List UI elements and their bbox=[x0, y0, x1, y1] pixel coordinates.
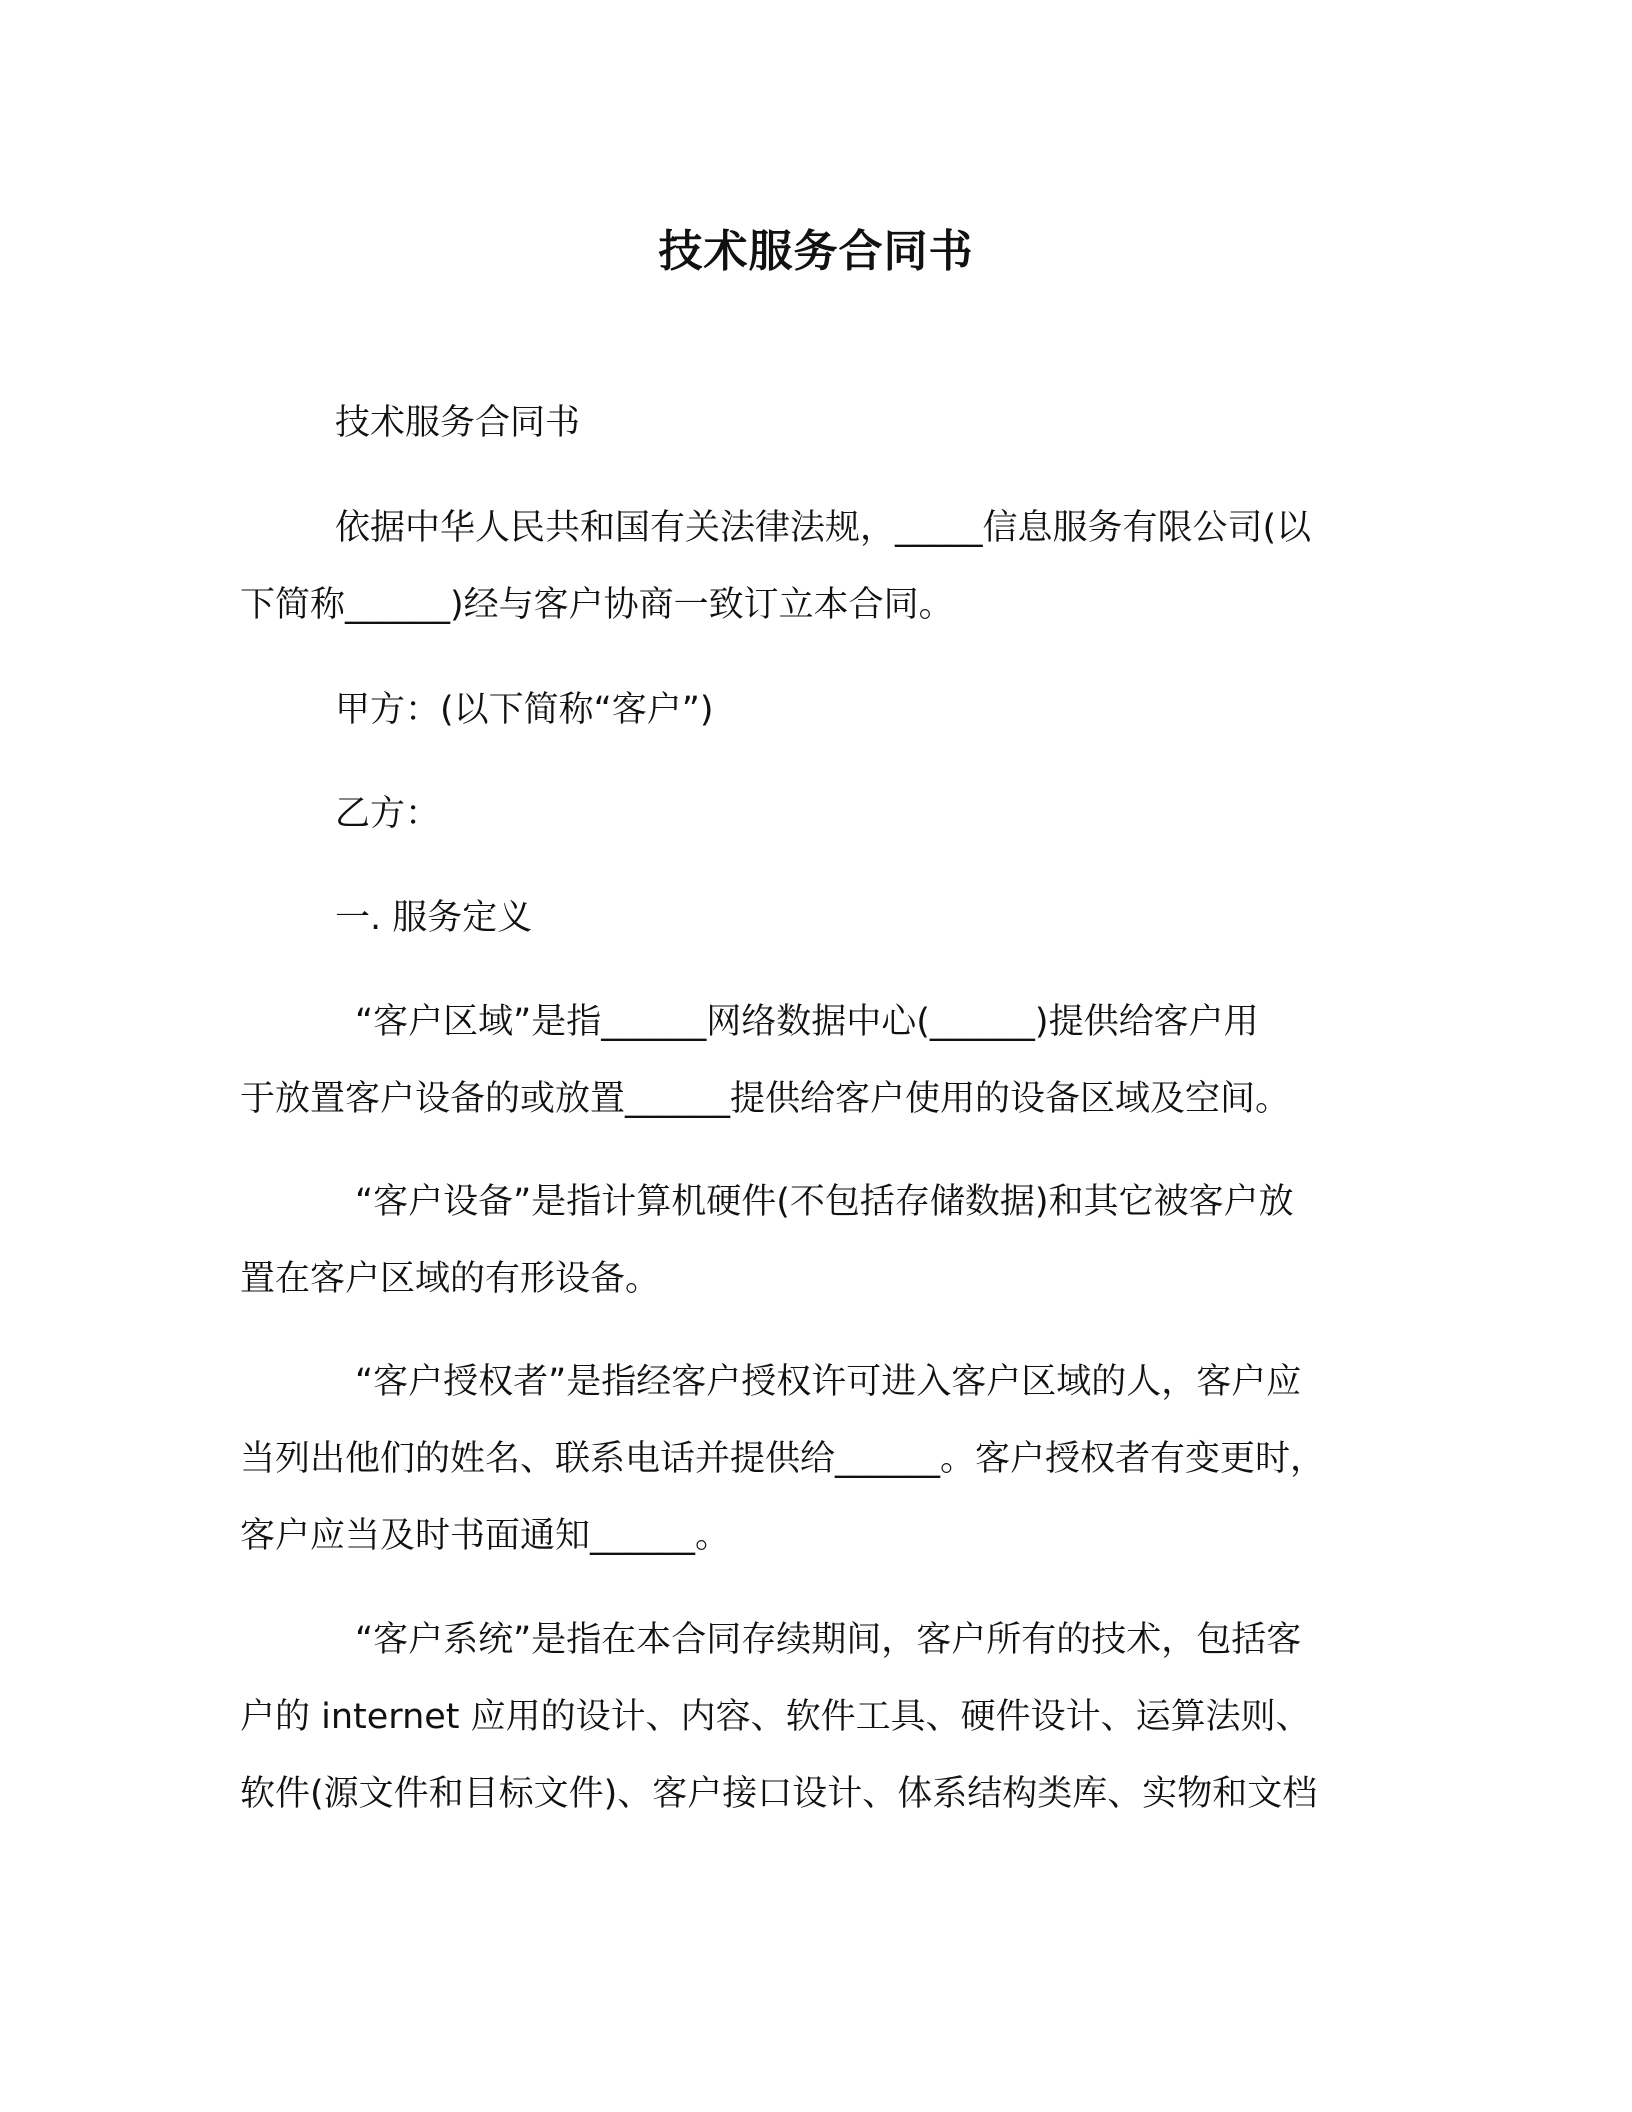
paragraph-line: “客户授权者”是指经客户授权许可进入客户区域的人，客户应 bbox=[355, 1362, 1302, 1402]
document-title: 技术服务合同书 bbox=[658, 226, 974, 277]
paragraph-line: 依据中华人民共和国有关法律法规，_____信息服务有限公司(以 bbox=[335, 508, 1312, 548]
paragraph-line: 客户应当及时书面通知______。 bbox=[240, 1516, 731, 1556]
paragraph-line: 户的 internet 应用的设计、内容、软件工具、硬件设计、运算法则、 bbox=[240, 1697, 1311, 1737]
paragraph-line: “客户区域”是指______网络数据中心(______)提供给客户用 bbox=[355, 1002, 1259, 1042]
paragraph-line: 置在客户区域的有形设备。 bbox=[240, 1259, 661, 1299]
paragraph-line: 下简称______)经与客户协商一致订立本合同。 bbox=[240, 585, 954, 625]
party-b-line: 乙方： bbox=[335, 794, 441, 834]
paragraph-line: “客户系统”是指在本合同存续期间，客户所有的技术，包括客 bbox=[355, 1620, 1302, 1660]
paragraph-line: “客户设备”是指计算机硬件(不包括存储数据)和其它被客户放 bbox=[355, 1182, 1294, 1222]
subtitle-line: 技术服务合同书 bbox=[335, 403, 581, 443]
paragraph-line: 软件(源文件和目标文件)、客户接口设计、体系结构类库、实物和文档 bbox=[240, 1774, 1318, 1814]
section-heading: 一. 服务定义 bbox=[335, 898, 533, 938]
paragraph-line: 于放置客户设备的或放置______提供给客户使用的设备区域及空间。 bbox=[240, 1079, 1291, 1119]
party-a-line: 甲方：(以下简称“客户”) bbox=[335, 690, 714, 730]
paragraph-line: 当列出他们的姓名、联系电话并提供给______。客户授权者有变更时， bbox=[240, 1439, 1326, 1479]
